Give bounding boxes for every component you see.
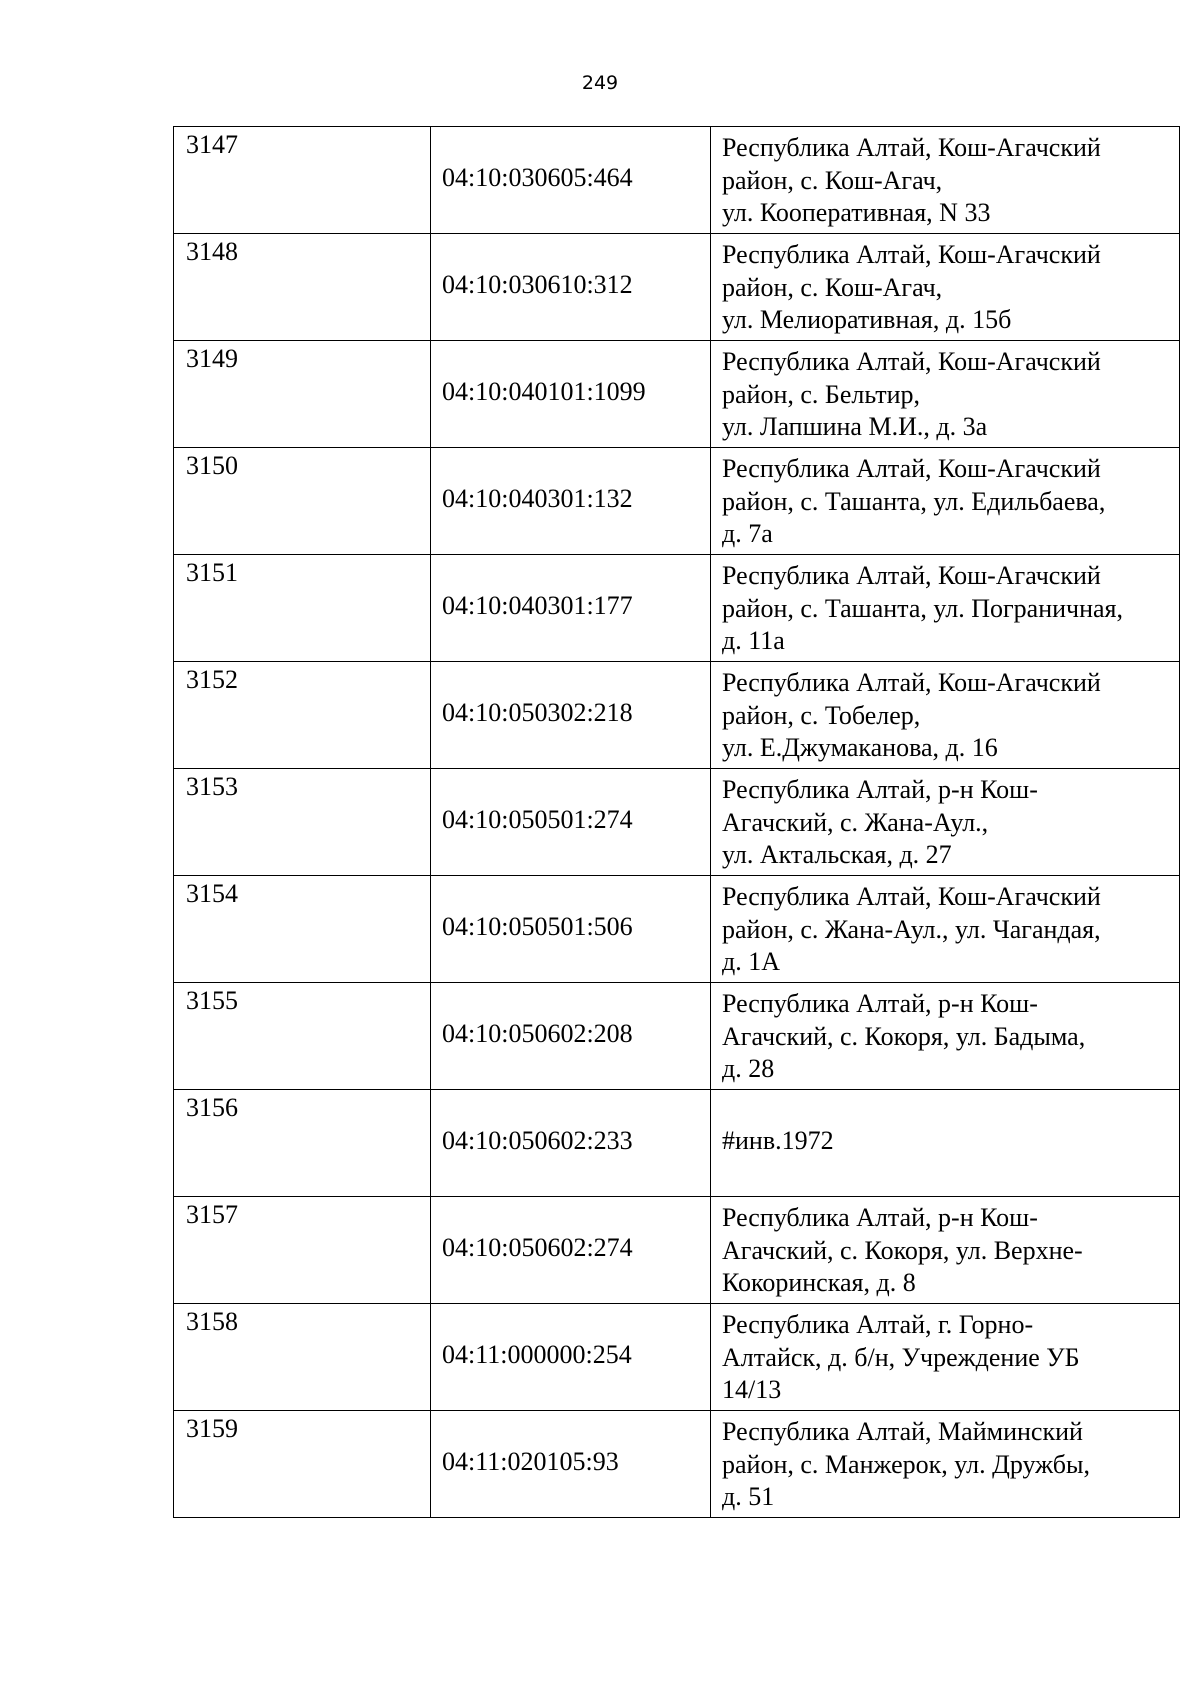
address xyxy=(711,448,1179,551)
row-number: 3153 xyxy=(186,772,238,801)
address-cell xyxy=(711,769,1180,876)
address xyxy=(711,983,1179,1086)
table-row xyxy=(174,769,1180,876)
address-line: ул. Е.Джумаканова, д. 16 xyxy=(722,733,998,762)
address xyxy=(711,1197,1179,1300)
cadastral-number: 04:10:050602:274 xyxy=(442,1233,633,1262)
cadastral-number-cell xyxy=(431,1090,711,1197)
address xyxy=(711,234,1179,337)
row-number: 3155 xyxy=(186,986,238,1015)
address-cell xyxy=(711,662,1180,769)
cadastral-number-cell xyxy=(431,876,711,983)
row-number-cell xyxy=(174,341,431,448)
address-line: Республика Алтай, р-н Кош- xyxy=(722,775,1038,804)
table-row xyxy=(174,448,1180,555)
address-line: д. 1А xyxy=(722,947,781,976)
cadastral-number-cell xyxy=(431,662,711,769)
table-row xyxy=(174,983,1180,1090)
cadastral-number-cell xyxy=(431,983,711,1090)
address-cell xyxy=(711,1197,1180,1304)
address-line: Республика Алтай, Кош-Агачский xyxy=(722,882,1101,911)
address-cell xyxy=(711,234,1180,341)
address xyxy=(711,876,1179,979)
row-number-cell xyxy=(174,1304,431,1411)
address-line: Республика Алтай, Майминский xyxy=(722,1417,1083,1446)
address-line: Алтайск, д. б/н, Учреждение УБ xyxy=(722,1342,1080,1372)
cadastral-number-cell xyxy=(431,127,711,234)
cadastral-number: 04:10:040301:177 xyxy=(442,591,633,620)
table-row xyxy=(174,876,1180,983)
address-line: д. 51 xyxy=(722,1482,775,1511)
table-row xyxy=(174,555,1180,662)
address-line: ул. Лапшина М.И., д. 3а xyxy=(722,412,988,441)
address xyxy=(711,769,1179,872)
row-number: 3147 xyxy=(186,130,238,159)
table-row xyxy=(174,1197,1180,1304)
table-row xyxy=(174,1304,1180,1411)
address-line: Республика Алтай, г. Горно- xyxy=(722,1310,1034,1339)
cadastral-number: 04:11:020105:93 xyxy=(442,1447,619,1476)
row-number: 3150 xyxy=(186,451,238,480)
cadastral-number: 04:10:050602:208 xyxy=(442,1019,633,1048)
address-cell xyxy=(711,1304,1180,1411)
table-row xyxy=(174,1411,1180,1518)
row-number-cell xyxy=(174,448,431,555)
address xyxy=(711,127,1179,230)
cadastral-number-cell xyxy=(431,555,711,662)
address-cell xyxy=(711,127,1180,234)
row-number-cell xyxy=(174,662,431,769)
address xyxy=(711,1411,1179,1514)
row-number-cell xyxy=(174,1197,431,1304)
address xyxy=(711,662,1179,765)
row-number-cell xyxy=(174,769,431,876)
cadastral-number-cell xyxy=(431,234,711,341)
cadastral-number-cell xyxy=(431,1304,711,1411)
address-line: Республика Алтай, Кош-Агачский xyxy=(722,240,1101,269)
address-line: Республика Алтай, Кош-Агачский xyxy=(722,561,1101,590)
address-line: #инв.1972 xyxy=(722,1126,834,1155)
row-number: 3151 xyxy=(186,558,238,587)
address-cell xyxy=(711,341,1180,448)
address-line: район, с. Кош-Агач, xyxy=(722,165,943,195)
address-line: Агачский, с. Кокоря, ул. Бадыма, xyxy=(722,1021,1086,1051)
address-line: район, с. Кош-Агач, xyxy=(722,272,943,302)
cadastral-number-cell xyxy=(431,341,711,448)
address xyxy=(711,1304,1179,1407)
cadastral-number: 04:11:000000:254 xyxy=(442,1340,632,1369)
cadastral-number: 04:10:040301:132 xyxy=(442,484,633,513)
address-line: ул. Мелиоративная, д. 15б xyxy=(722,305,1012,334)
address-line: район, с. Бельтир, xyxy=(722,379,920,409)
address-line: Агачский, с. Кокоря, ул. Верхне- xyxy=(722,1235,1083,1265)
address-line: Республика Алтай, р-н Кош- xyxy=(722,1203,1038,1232)
address-cell xyxy=(711,448,1180,555)
row-number-cell xyxy=(174,983,431,1090)
property-table xyxy=(173,126,1180,1518)
page-number: 249 xyxy=(581,72,619,94)
address xyxy=(711,1090,1179,1155)
address-cell xyxy=(711,983,1180,1090)
address-line: Республика Алтай, Кош-Агачский xyxy=(722,668,1101,697)
cadastral-number: 04:10:050501:506 xyxy=(442,912,633,941)
cadastral-number-cell xyxy=(431,769,711,876)
row-number-cell xyxy=(174,876,431,983)
row-number-cell xyxy=(174,555,431,662)
address-cell xyxy=(711,555,1180,662)
row-number: 3152 xyxy=(186,665,238,694)
table-row xyxy=(174,127,1180,234)
address-cell xyxy=(711,876,1180,983)
address-line: д. 11а xyxy=(722,626,785,655)
row-number: 3158 xyxy=(186,1307,238,1336)
address-line: 14/13 xyxy=(722,1375,782,1404)
address-line: район, с. Тобелер, xyxy=(722,700,921,730)
table-row xyxy=(174,234,1180,341)
row-number-cell xyxy=(174,1090,431,1197)
address-line: ул. Кооперативная, N 33 xyxy=(722,198,991,227)
address-line: д. 28 xyxy=(722,1054,775,1083)
address-line: Республика Алтай, р-н Кош- xyxy=(722,989,1038,1018)
table-row xyxy=(174,341,1180,448)
row-number: 3149 xyxy=(186,344,238,373)
address-line: Республика Алтай, Кош-Агачский xyxy=(722,347,1101,376)
address-line: ул. Актальская, д. 27 xyxy=(722,840,952,869)
row-number-cell xyxy=(174,234,431,341)
address-line: д. 7а xyxy=(722,519,773,548)
row-number: 3156 xyxy=(186,1093,238,1122)
address-line: Кокоринская, д. 8 xyxy=(722,1268,916,1297)
row-number-cell xyxy=(174,127,431,234)
cadastral-number-cell xyxy=(431,1197,711,1304)
address-line: район, с. Манжерок, ул. Дружбы, xyxy=(722,1449,1090,1479)
address-line: Республика Алтай, Кош-Агачский xyxy=(722,133,1101,162)
address-cell xyxy=(711,1411,1180,1518)
cadastral-number: 04:10:050302:218 xyxy=(442,698,633,727)
cadastral-number: 04:10:030605:464 xyxy=(442,163,633,192)
address-cell xyxy=(711,1090,1180,1197)
row-number: 3159 xyxy=(186,1414,238,1443)
cadastral-number: 04:10:050501:274 xyxy=(442,805,633,834)
row-number: 3148 xyxy=(186,237,238,266)
address-line: район, с. Жана-Аул., ул. Чагандая, xyxy=(722,914,1101,944)
address-line: Агачский, с. Жана-Аул., xyxy=(722,807,989,837)
table-row xyxy=(174,1090,1180,1197)
address-line: район, с. Ташанта, ул. Пограничная, xyxy=(722,593,1124,623)
cadastral-number-cell xyxy=(431,1411,711,1518)
address xyxy=(711,341,1179,444)
row-number-cell xyxy=(174,1411,431,1518)
cadastral-number: 04:10:040101:1099 xyxy=(442,377,646,406)
cadastral-number: 04:10:030610:312 xyxy=(442,270,633,299)
cadastral-number-cell xyxy=(431,448,711,555)
address-line: район, с. Ташанта, ул. Едильбаева, xyxy=(722,486,1106,516)
address xyxy=(711,555,1179,658)
property-table-body xyxy=(174,127,1180,1518)
row-number: 3154 xyxy=(186,879,238,908)
row-number: 3157 xyxy=(186,1200,238,1229)
cadastral-number: 04:10:050602:233 xyxy=(442,1126,633,1155)
address-line: Республика Алтай, Кош-Агачский xyxy=(722,454,1101,483)
table-row xyxy=(174,662,1180,769)
